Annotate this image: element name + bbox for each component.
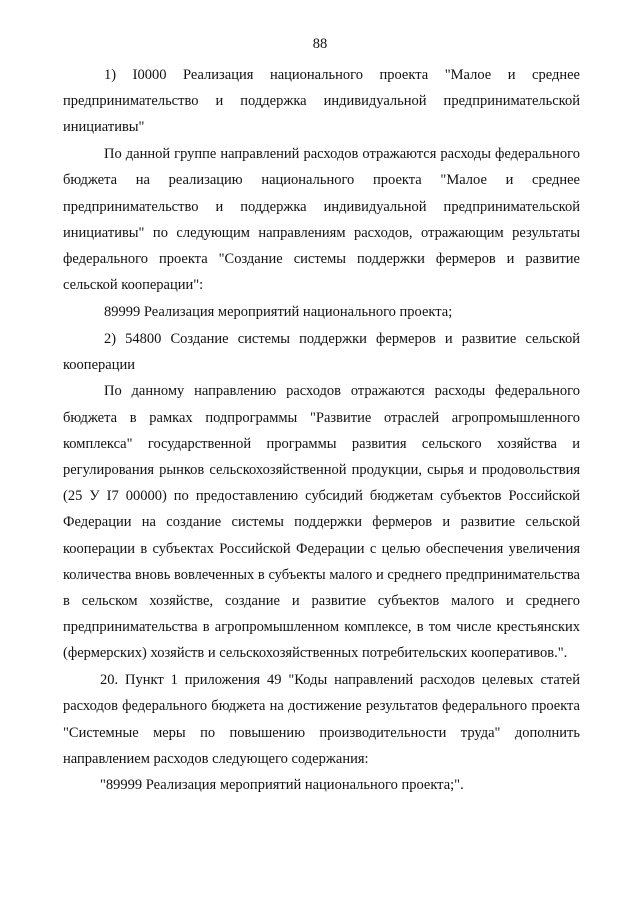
document-body [63,62,580,799]
paragraph-item-2-description: По данному направлению расходов отражаются расходы федерального бюджета в рамках подпрограммы "Развитие отраслей агропромышленного комплекса" государственной программы развития сельского хозяйства и регулирования рынков сельскохозяйственной продукции, сырья и продовольствия (25 У I7 00000) по предоставлению субсидий бюджетам субъектов Российской Федерации на создание системы поддержки фермеров и развитие сельской кооперации в субъектах Российской Федерации с целью обеспечения увеличения количества вновь вовлеченных в субъекты малого и среднего предпринимательства в сельском хозяйстве, создание и развитие субъектов малого и среднего предпринимательства в агропромышленном комплексе, в том числе крестьянских (фермерских) хозяйств и сельскохозяйственных потребительских кооперативов.". [63,383,580,662]
paragraph-item-2-heading: 2) 54800 Создание системы поддержки фермеров и развитие сельской кооперации [63,330,580,373]
paragraph-point-20: 20. Пункт 1 приложения 49 "Коды направлений расходов целевых статей расходов федерального бюджета на достижение результатов федерального проекта "Системные меры по повышению производительности труда" дополнить направлением расходов следующего содержания: [63,672,580,767]
page-number: 88 [312,36,328,52]
paragraph-expense-direction-89999: 89999 Реализация мероприятий национального проекта; [104,303,453,320]
paragraph-quoted-addition: "89999 Реализация мероприятий национального проекта;". [100,777,464,794]
paragraph-item-1-description: По данной группе направлений расходов отражаются расходы федерального бюджета на реализацию национального проекта "Малое и среднее предпринимательство и поддержка индивидуальной предпринимательской инициативы" по следующим направлениям расходов, отражающим результаты федерального проекта "Создание системы поддержки фермеров и развитие сельской кооперации": [63,146,580,294]
paragraph-item-1-heading: 1) I0000 Реализация национального проекта "Малое и среднее предпринимательство и поддержка индивидуальной предпринимательской инициативы" [63,67,580,136]
